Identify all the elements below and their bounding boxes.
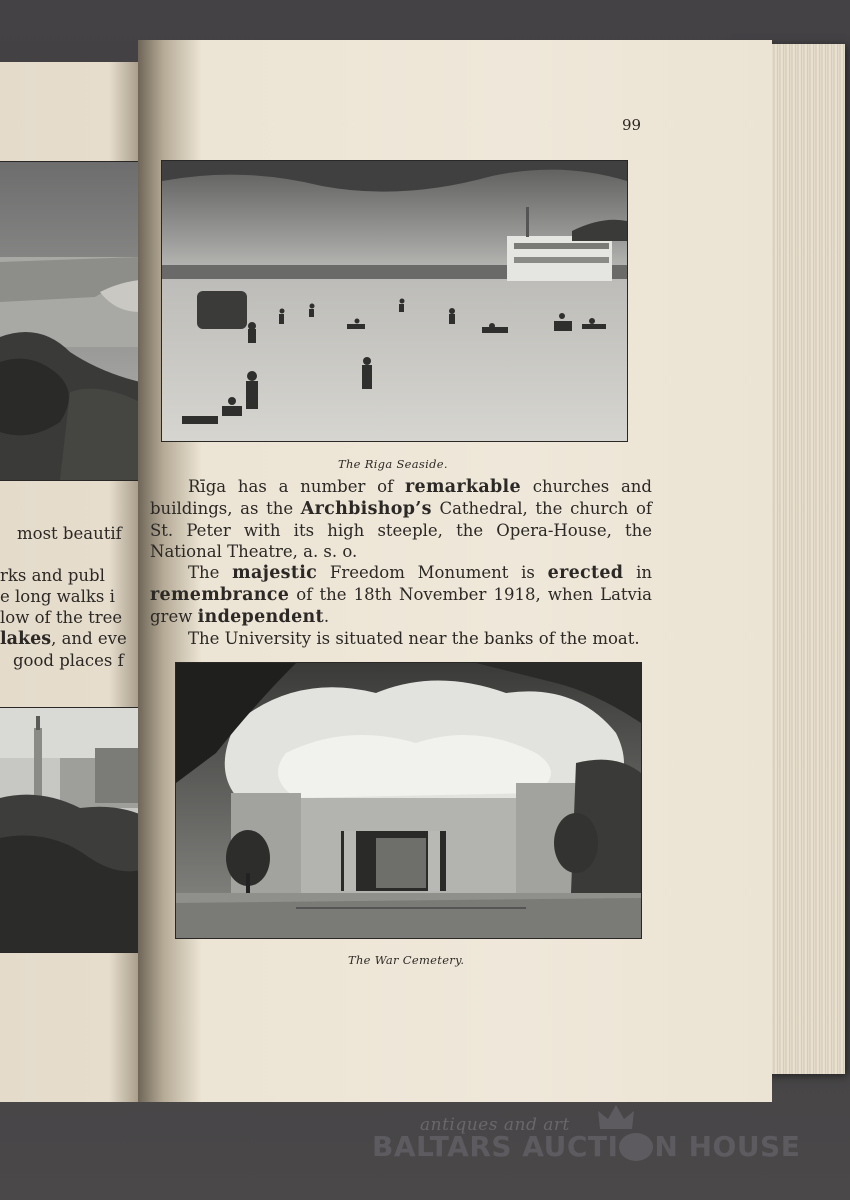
left-text-line-3: e long walks i	[0, 587, 115, 606]
p2-bold-erected: erected	[547, 563, 624, 583]
war-cemetery-caption: The War Cemetery.	[348, 953, 465, 967]
p2-text-a: The	[188, 563, 233, 582]
left-text-line-2: rks and publ	[0, 566, 105, 585]
left-text-line-4: low of the tree	[0, 608, 123, 627]
p1-text-d: Cathedral, the church of St. Peter with its high steeple, the Opera-House, the National Theatre, a. s. o.	[150, 499, 652, 561]
body-text	[150, 476, 652, 649]
war-cemetery-photo	[176, 663, 641, 938]
watermark-name	[372, 1130, 800, 1163]
p1-bold-remarkable: remarkable	[404, 477, 521, 497]
p2-bold-majestic: majestic	[232, 563, 318, 583]
p2-text-c: Freedom Monument is	[317, 563, 548, 582]
crown-icon	[596, 1103, 636, 1133]
p2-text-e: of the 18th November 1918, when Latvia grew	[150, 585, 652, 626]
watermark-name-b: N HOUSE	[654, 1130, 801, 1163]
left-text-line-5	[0, 628, 127, 650]
page-number: 99	[622, 116, 642, 134]
left-text-bold-lakes: lakes	[0, 629, 52, 649]
left-top-photo	[0, 162, 140, 480]
left-page	[0, 62, 156, 1102]
left-bottom-photo	[0, 708, 148, 952]
watermark-tagline: antiques and art	[420, 1115, 570, 1135]
p2-text-d: in	[623, 563, 652, 582]
left-text-line-5-rest: , and eve	[51, 629, 127, 648]
p1-bold-archbishops: Archbishop’s	[300, 499, 432, 519]
paragraph-university: The University is situated near the banks of the moat.	[188, 629, 640, 648]
watermark-o-icon	[619, 1133, 653, 1161]
p1-text-a: Rīga has a number of	[188, 477, 405, 496]
riga-seaside-photo	[162, 161, 627, 441]
paragraph-churches	[150, 476, 652, 562]
left-text-line-6: good places f	[13, 651, 124, 670]
watermark-name-a: BALTARS AUCTI	[372, 1130, 619, 1163]
p2-bold-independent: independent	[197, 607, 324, 627]
p1-text-c: churches and buildings, as the	[150, 477, 652, 518]
riga-seaside-caption: The Riga Seaside.	[338, 457, 448, 471]
left-text-line-1: most beautif	[17, 524, 122, 543]
paragraph-freedom-monument	[150, 562, 652, 628]
p2-bold-remembrance: remembrance	[150, 585, 290, 605]
p2-text-f: .	[323, 607, 330, 626]
